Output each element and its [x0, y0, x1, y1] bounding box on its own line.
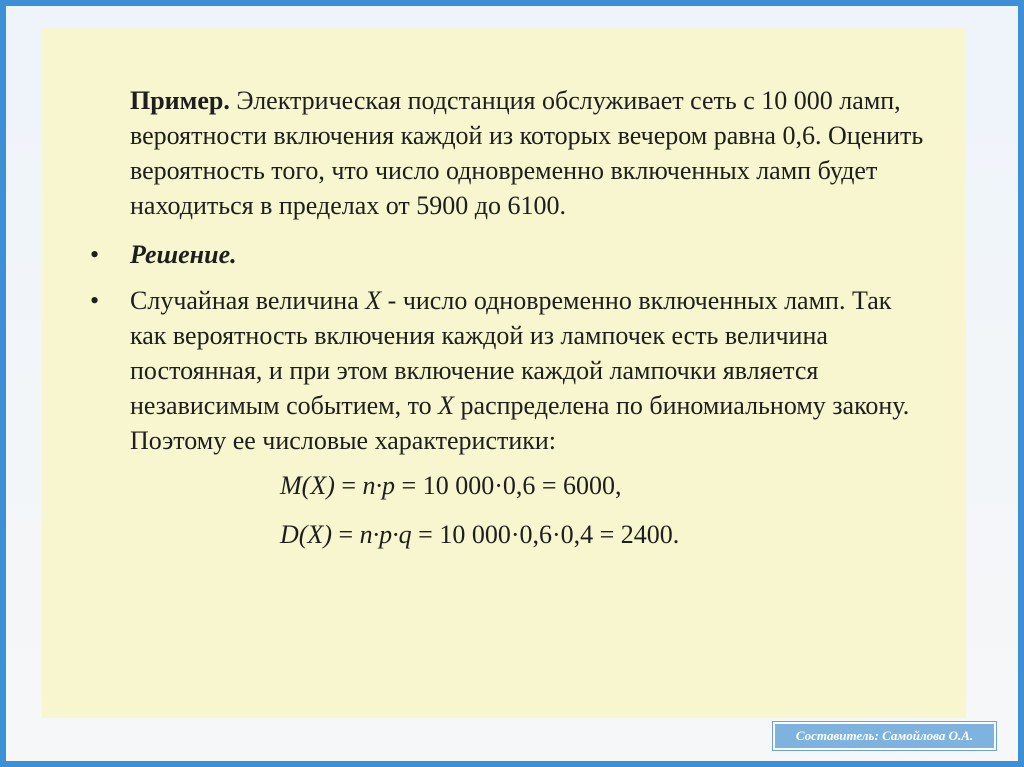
bullet-explanation: [90, 283, 910, 458]
formula-expectation: [280, 468, 622, 503]
formula-variance: [280, 517, 679, 552]
formula-equals: =: [334, 471, 363, 500]
formula-result: = 10 000·0,6·0,4 = 2400.: [411, 520, 680, 549]
problem-text: Электрическая подстанция обслуживает сеть с 10 000 ламп, вероятности включения каждой из которых вечером равна 0,6. Оценить вероятность того, что число одновременно включенных ламп будет находиться в пределах от 5900 до 6100.: [130, 86, 924, 220]
bullet-marker: •: [90, 240, 100, 269]
slide-content-area: [42, 28, 966, 718]
formula-lhs: M(X): [280, 471, 335, 500]
bullet-marker: •: [90, 286, 100, 315]
author-badge: [773, 722, 996, 750]
formula-symbols: n·p: [362, 471, 396, 500]
formula-equals: =: [331, 520, 360, 549]
formula-result: = 10 000·0,6 = 6000,: [395, 471, 622, 500]
explanation-part-3: распределена по биномиальному закону. Поэтому ее числовые характеристики:: [130, 391, 910, 455]
explanation-part-2: - число одновременно включенных ламп. Так как вероятность включения каждой из лампочек есть величина постоянная, и при этом включение каждой лампочки является независимым событием, то: [130, 286, 892, 420]
problem-label: Пример.: [130, 86, 230, 115]
explanation-part-1: Случайная величина: [130, 286, 366, 315]
problem-statement: [130, 83, 930, 223]
explanation-text: [130, 283, 910, 458]
author-label: Составитель: Самойлова О.А.: [795, 728, 974, 743]
random-variable-x: X: [438, 391, 455, 420]
bullet-solution: [90, 237, 910, 272]
solution-heading: Решение.: [130, 240, 237, 269]
random-variable-x: X: [365, 286, 382, 315]
formula-symbols: n·p·q: [359, 520, 412, 549]
formula-lhs: D(X): [280, 520, 332, 549]
